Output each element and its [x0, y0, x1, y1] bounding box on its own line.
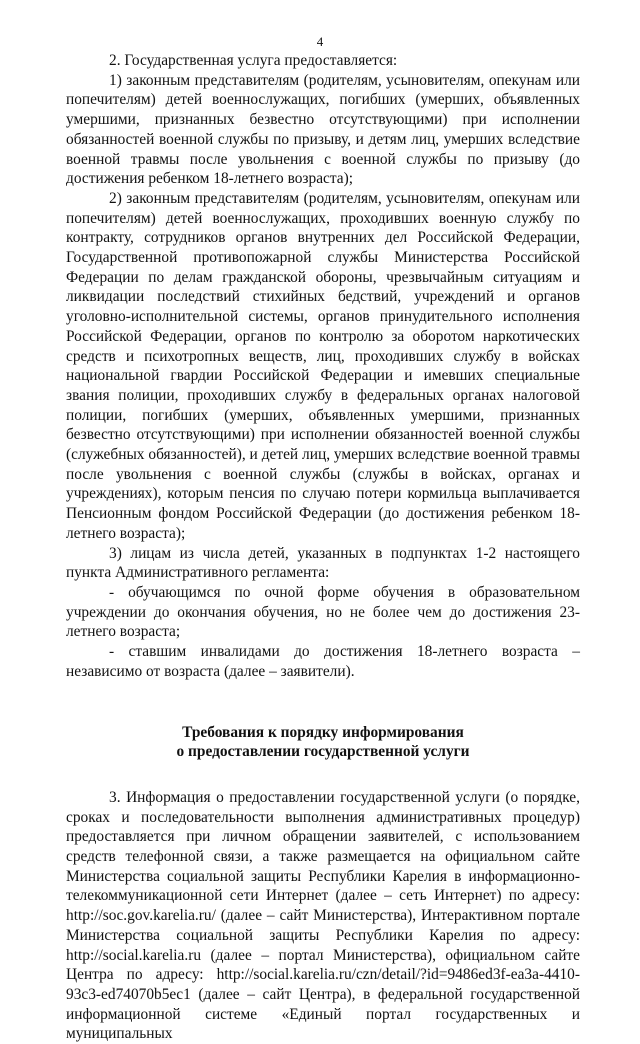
- section-heading: [66, 723, 580, 762]
- page-number: 4: [316, 34, 324, 49]
- list-item-disabled: - ставшим инвалидами до достижения 18-летнего возраста – независимо от возраста (далее – заявители).: [66, 643, 580, 680]
- paragraph-item-3: 3. Информация о предоставлении государственной услуги (о порядке, сроках и последовательности выполнения административных процедур) предоставляется при личном обращении заявителей, с использованием средств телефонной связи, а также размещается на официальном сайте Министерства социальной защиты Республики Карелия в информационно-телекоммуникационной сети Интернет (далее – сеть Интернет) по адресу: http://soc.gov.karelia.ru/ (далее – сайт Министерства), Интерактивном портале Министерства социальной защиты Республики Карелия по адресу: http://social.karelia.ru (далее – портал Министерства), официальном сайте Центра по адресу: http://social.karelia.ru/czn/detail/?id=9486ed3f-ea3a-4410-93c3-ed74070b5ec1 (далее – сайт Центра), в федеральной государственной информационной системе «Единый портал государственных и муниципальных: [66, 788, 580, 1043]
- document-body: [66, 51, 580, 1044]
- paragraph-item-2: 2. Государственная услуга предоставляется:: [109, 52, 398, 69]
- list-item-students: - обучающимся по очной форме обучения в образовательном учреждении до окончания обучения, но не более чем до достижения 23-летнего возраста;: [66, 583, 580, 641]
- section-heading-line-2: о предоставлении государственной услуги: [176, 743, 470, 761]
- subparagraph-3: 3) лицам из числа детей, указанных в подпунктах 1-2 настоящего пункта Административного регламента:: [66, 544, 580, 582]
- subparagraph-1: 1) законным представителям (родителям, усыновителям, опекунам или попечителям) детей военнослужащих, погибших (умерших, объявленных умершими, признанных безвестно отсутствующими) при исполнении обязанностей военной службы по призыву, и детям лиц, умерших вследствие военной травмы после увольнения с военной службы по призыву (до достижения ребенком 18-летнего возраста);: [66, 71, 580, 188]
- section-heading-line-1: Требования к порядку информирования: [182, 723, 464, 741]
- subparagraph-2: 2) законным представителям (родителям, усыновителям, опекунам или попечителям) детей военнослужащих, проходивших военную службу по контракту, сотрудников органов внутренних дел Российской Федерации, Государственной противопожарной службы Министерства Российской Федерации по делам гражданской обороны, чрезвычайным ситуациям и ликвидации последствий стихийных бедствий, учреждений и органов уголовно-исполнительной системы, органов принудительного исполнения Российской Федерации, органов по контролю за оборотом наркотических средств и психотропных веществ, лиц, проходивших службу в войсках национальной гвардии Российской Федерации и имевших специальные звания полиции, проходивших службу в федеральных органах налоговой полиции, погибших (умерших, объявленных умершими, признанных безвестно отсутствующими) при исполнении обязанностей военной службы (служебных обязанностей), и детей лиц, умерших вследствие военной травмы после увольнения с военной службы (службы в войсках, органах и учреждениях), которым пенсия по случаю потери кормильца выплачивается Пенсионным фондом Российской Федерации (до достижения ребенком 18-летнего возраста);: [66, 189, 580, 542]
